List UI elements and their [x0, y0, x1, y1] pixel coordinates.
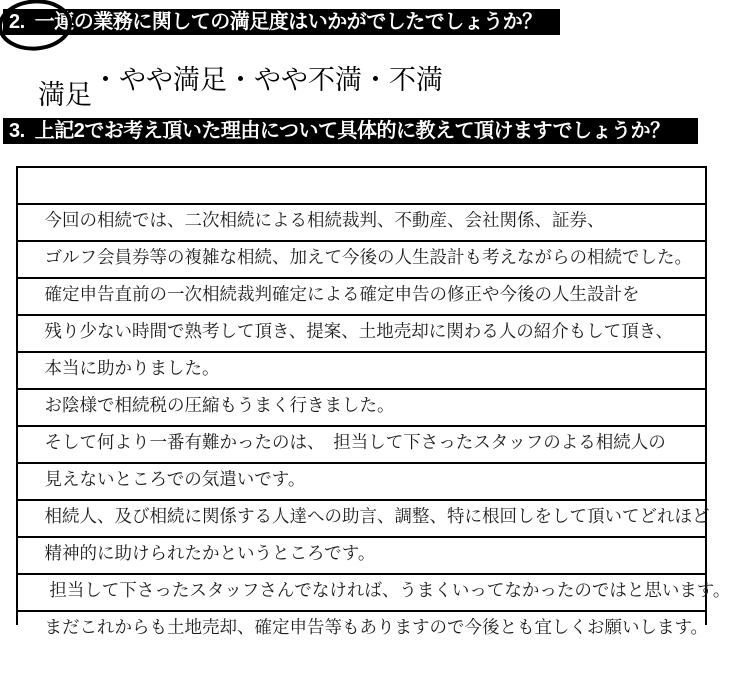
option-manzoku: 満足 — [38, 80, 93, 110]
option-yaya-fuman: やや不満 — [254, 64, 363, 95]
answer-table — [16, 166, 730, 637]
row-text: 残り少ない時間で熟考して頂き、提案、土地売却に関わる人の紹介もして頂き、 — [44, 321, 674, 341]
row-text: 今回の相続では、二次相続による相続裁判、不動産、会社関係、証券、 — [44, 210, 605, 230]
row-text: そして何より一番有難かったのは、 担当して下さったスタッフのよる相続人の — [44, 432, 666, 452]
row-text: 相続人、及び相続に関係する人達への助言、調整、特に根回しをして頂いてどれほど — [44, 506, 710, 526]
row-text: 見えないところでの気遣いです。 — [44, 469, 306, 489]
question-3-heading: 3. 上記2でお考え頂いた理由について具体的に教えて頂けますでしょうか？ — [3, 118, 698, 144]
row-text: 担当して下さったスタッフさんでなければ、うまくいってなかったのではと思います。 — [44, 580, 730, 600]
row-text: 本当に助かりました。 — [44, 358, 220, 378]
row-text: お陰様で相続税の圧縮もうまく行きました。 — [44, 395, 395, 415]
option-fuman: 不満 — [389, 64, 444, 95]
option-separator: ・ — [92, 64, 120, 95]
table-row — [18, 168, 705, 230]
selection-circle-icon — [0, 0, 73, 51]
option-separator: ・ — [362, 64, 390, 95]
row-text: 精神的に助けられたかというところです。 — [44, 543, 376, 563]
satisfaction-options — [8, 60, 444, 110]
row-text: 確定申告直前の一次相続裁判確定による確定申告の修正や今後の人生設計を — [44, 284, 640, 304]
row-text: ゴルフ会員券等の複雑な相続、加えて今後の人生設計も考えながらの相続でした。 — [44, 247, 692, 267]
option-yaya-manzoku: やや満足 — [119, 64, 228, 95]
question-2-heading: 2. 一連の業務に関しての満足度はいかがでしたでしょうか？ — [3, 9, 560, 35]
row-text: まだこれからも土地売却、確定申告等もありますので今後とも宜しくお願いします。 — [44, 617, 709, 637]
option-separator: ・ — [227, 64, 255, 95]
